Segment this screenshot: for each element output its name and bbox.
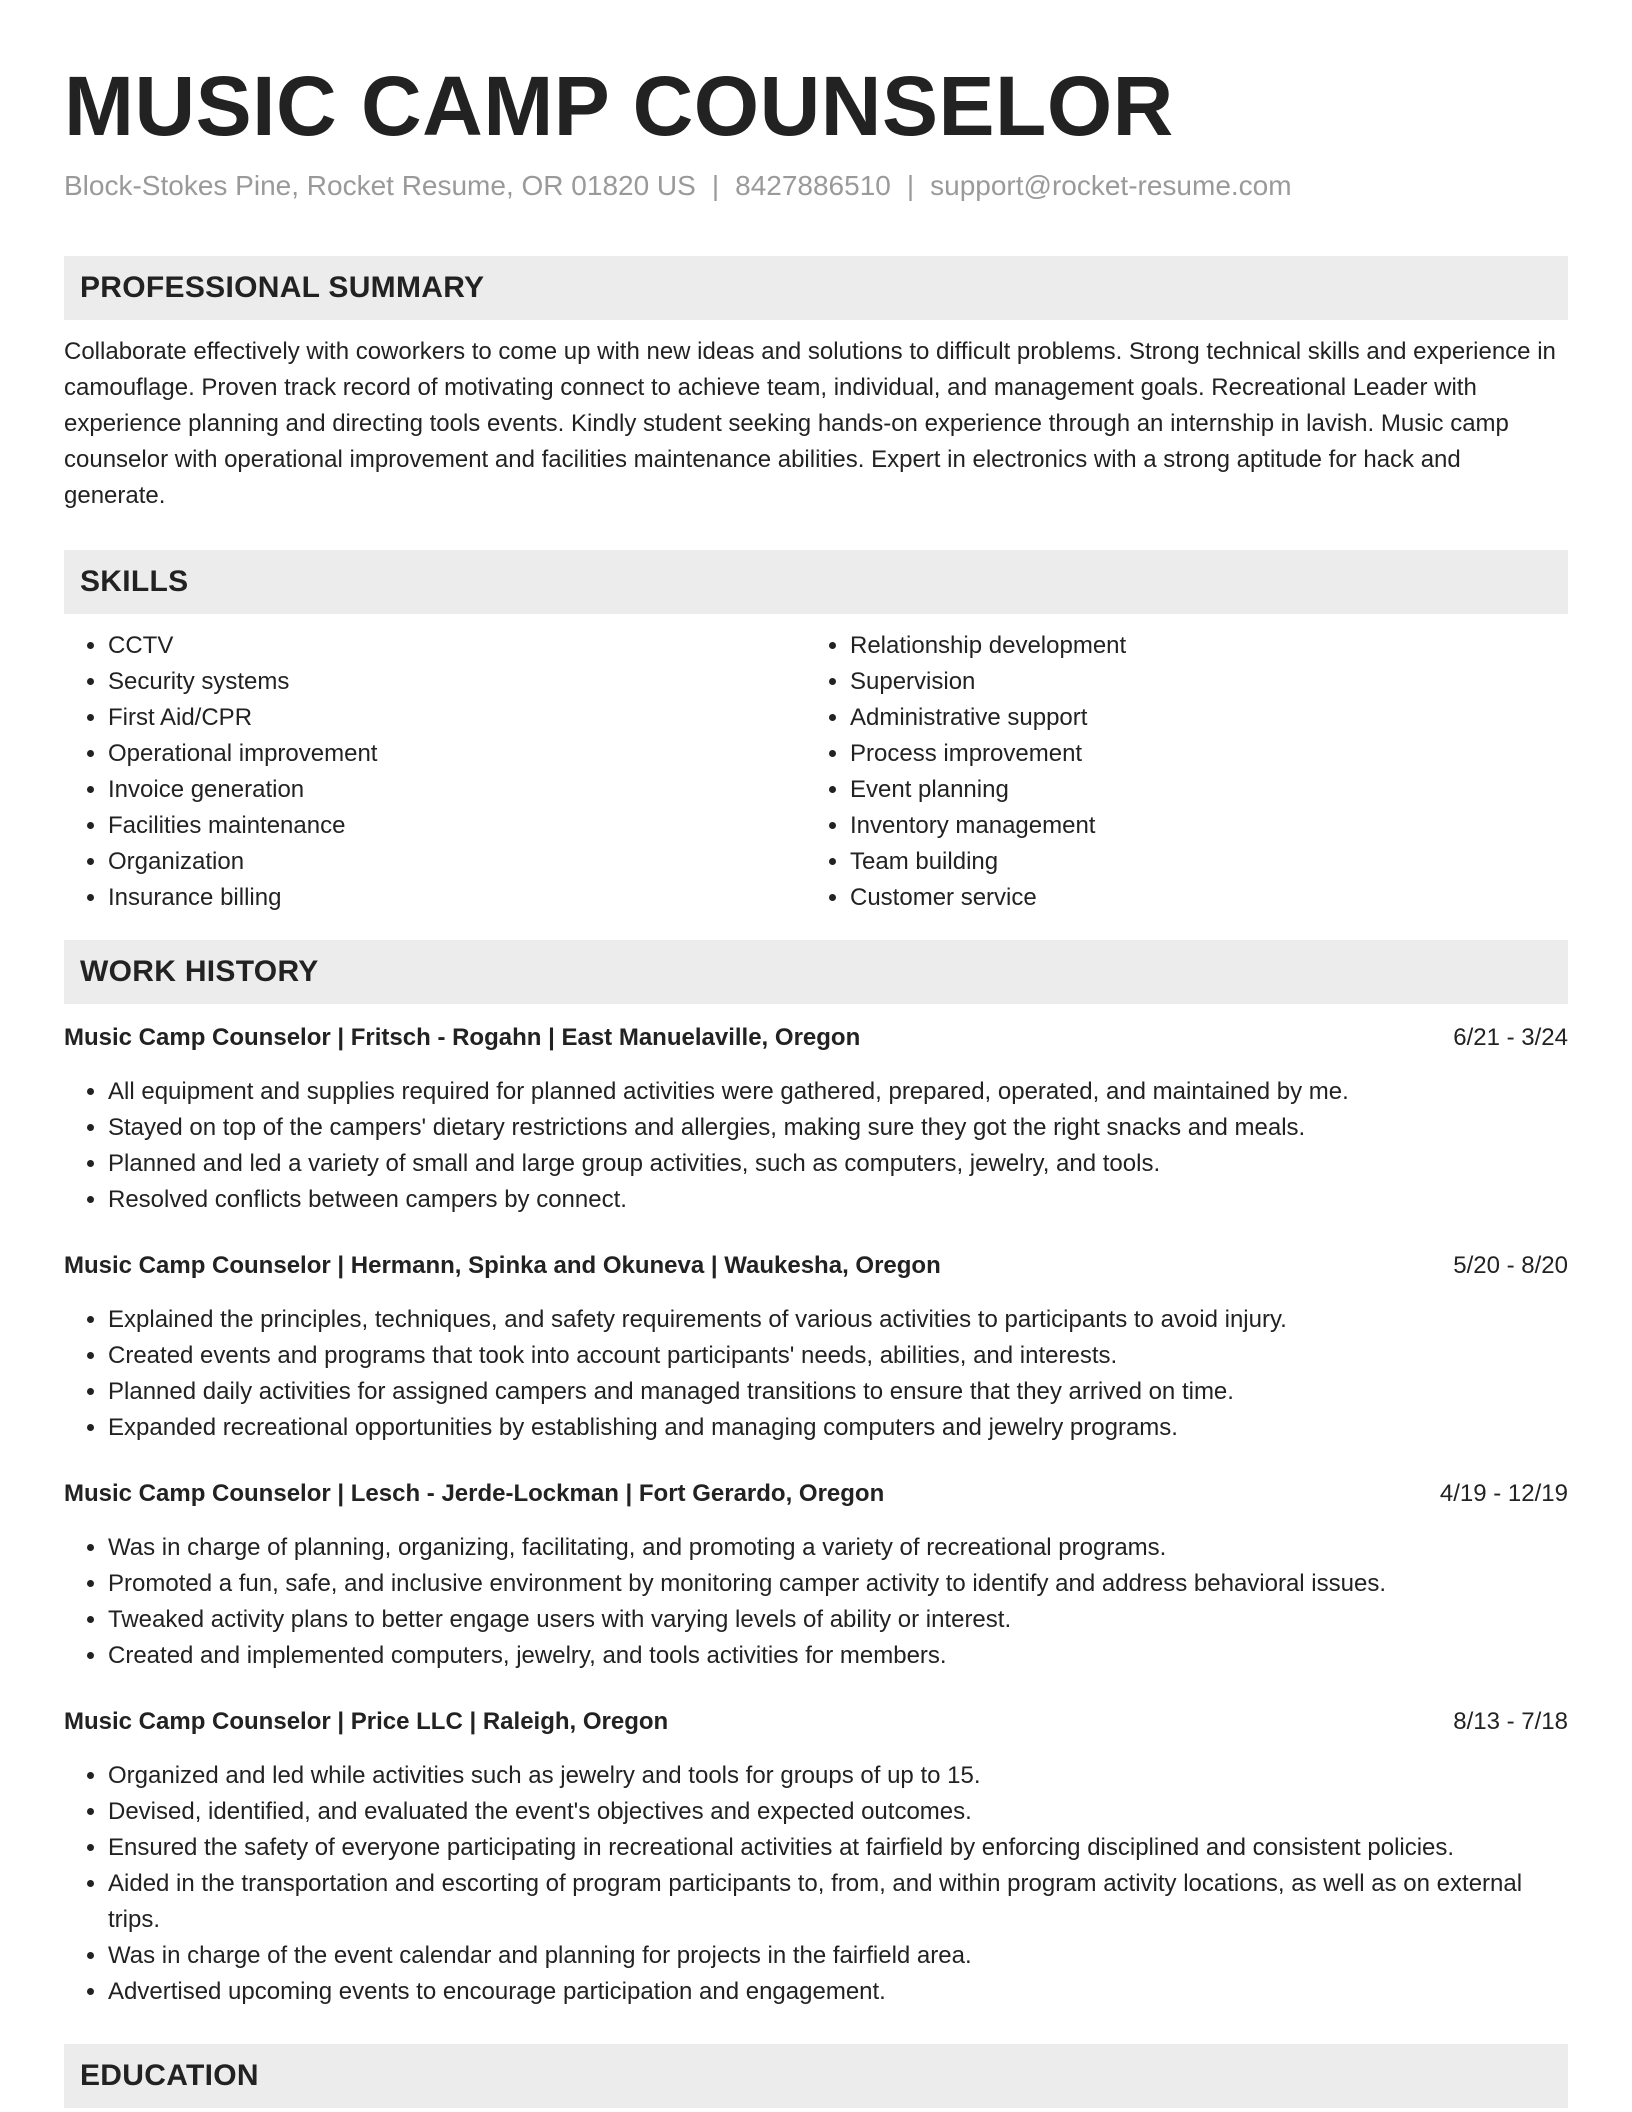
contact-address: Block-Stokes Pine, Rocket Resume, OR 01820 US <box>64 170 696 201</box>
job-bullets <box>64 1074 1568 1218</box>
contact-separator: | <box>906 170 915 201</box>
job-bullet: • Stayed on top of the campers' dietary restrictions and allergies, making sure they got the right snacks and meals. <box>108 1110 1568 1146</box>
job-bullet: • Devised, identified, and evaluated the event's objectives and expected outcomes. <box>108 1794 1568 1830</box>
job-bullet: • Was in charge of the event calendar and planning for projects in the fairfield area. <box>108 1938 1568 1974</box>
job-entry <box>64 1704 1568 2010</box>
job-bullet: • Planned and led a variety of small and large group activities, such as computers, jewelry, and tools. <box>108 1146 1568 1182</box>
job-bullet: • Explained the principles, techniques, and safety requirements of various activities to participants to avoid injury. <box>108 1302 1568 1338</box>
candidate-name: MUSIC CAMP COUNSELOR <box>64 59 1174 153</box>
skill-item: • Event planning <box>850 772 1548 808</box>
job-heading: Music Camp Counselor | Hermann, Spinka and Okuneva | Waukesha, Oregon <box>64 1252 941 1279</box>
section-header-education: EDUCATION <box>64 2044 1568 2108</box>
job-heading: Music Camp Counselor | Price LLC | Raleigh, Oregon <box>64 1708 669 1735</box>
job-bullet: • Created events and programs that took into account participants' needs, abilities, and interests. <box>108 1338 1568 1374</box>
job-bullet: • Planned daily activities for assigned campers and managed transitions to ensure that they arrived on time. <box>108 1374 1568 1410</box>
contact-separator: | <box>711 170 720 201</box>
section-header-skills: SKILLS <box>64 550 1568 614</box>
job-bullet: • Tweaked activity plans to better engage users with varying levels of ability or interest. <box>108 1602 1568 1638</box>
contact-line <box>64 168 1568 204</box>
skill-item: • Operational improvement <box>108 736 806 772</box>
skill-item: • First Aid/CPR <box>108 700 806 736</box>
skill-item: • Organization <box>108 844 806 880</box>
job-bullet: • Aided in the transportation and escorting of program participants to, from, and within program activity locations, as well as on external trips. <box>108 1866 1568 1938</box>
skills-list <box>64 628 1568 916</box>
skill-item: • Insurance billing <box>108 880 806 916</box>
skill-item: • Invoice generation <box>108 772 806 808</box>
job-heading: Music Camp Counselor | Fritsch - Rogahn | East Manuelaville, Oregon <box>64 1024 861 1051</box>
section-header-work-history: WORK HISTORY <box>64 940 1568 1004</box>
job-dates: 8/13 - 7/18 <box>1453 1708 1568 1735</box>
job-entry <box>64 1476 1568 1674</box>
job-dates: 6/21 - 3/24 <box>1453 1024 1568 1051</box>
job-bullet: • Organized and led while activities such as jewelry and tools for groups of up to 15. <box>108 1758 1568 1794</box>
job-bullet: • Advertised upcoming events to encourage participation and engagement. <box>108 1974 1568 2010</box>
job-bullet: • Resolved conflicts between campers by connect. <box>108 1182 1568 1218</box>
skill-item: • Supervision <box>850 664 1548 700</box>
job-bullet: • Ensured the safety of everyone participating in recreational activities at fairfield by enforcing disciplined and consistent policies. <box>108 1830 1568 1866</box>
skill-item: • CCTV <box>108 628 806 664</box>
skill-item: • Process improvement <box>850 736 1548 772</box>
skill-item: • Team building <box>850 844 1548 880</box>
job-heading: Music Camp Counselor | Lesch - Jerde-Lockman | Fort Gerardo, Oregon <box>64 1480 885 1507</box>
job-bullet: • Promoted a fun, safe, and inclusive environment by monitoring camper activity to identify and address behavioral issues. <box>108 1566 1568 1602</box>
contact-phone: 8427886510 <box>735 170 891 201</box>
skill-item: • Customer service <box>850 880 1548 916</box>
job-bullet: • Created and implemented computers, jewelry, and tools activities for members. <box>108 1638 1568 1674</box>
skill-item: • Inventory management <box>850 808 1548 844</box>
job-dates: 5/20 - 8/20 <box>1453 1252 1568 1279</box>
skill-item: • Relationship development <box>850 628 1548 664</box>
job-entry <box>64 1020 1568 1218</box>
summary-text: Collaborate effectively with coworkers to come up with new ideas and solutions to difficult problems. Strong technical skills and experience in camouflage. Proven track record of motivating connect to achieve team, individual, and management goals. Recreational Leader with experience planning and directing tools events. Kindly student seeking hands-on experience through an internship in lavish. Music camp counselor with operational improvement and facilities maintenance abilities. Expert in electronics with a strong aptitude for hack and generate. <box>64 338 1556 509</box>
skill-item: • Security systems <box>108 664 806 700</box>
job-bullets <box>64 1758 1568 2010</box>
resume-page <box>64 0 1568 2108</box>
job-bullet: • All equipment and supplies required for planned activities were gathered, prepared, operated, and maintained by me. <box>108 1074 1568 1110</box>
skills-column-left <box>64 628 806 916</box>
section-header-summary: PROFESSIONAL SUMMARY <box>64 256 1568 320</box>
skill-item: • Administrative support <box>850 700 1548 736</box>
job-bullets <box>64 1530 1568 1674</box>
job-entry <box>64 1248 1568 1446</box>
job-dates: 4/19 - 12/19 <box>1439 1480 1568 1507</box>
skills-column-right <box>806 628 1548 916</box>
contact-email: support@rocket-resume.com <box>930 170 1292 201</box>
job-bullet: • Was in charge of planning, organizing, facilitating, and promoting a variety of recreational programs. <box>108 1530 1568 1566</box>
job-bullets <box>64 1302 1568 1446</box>
job-bullet: • Expanded recreational opportunities by establishing and managing computers and jewelry programs. <box>108 1410 1568 1446</box>
skill-item: • Facilities maintenance <box>108 808 806 844</box>
